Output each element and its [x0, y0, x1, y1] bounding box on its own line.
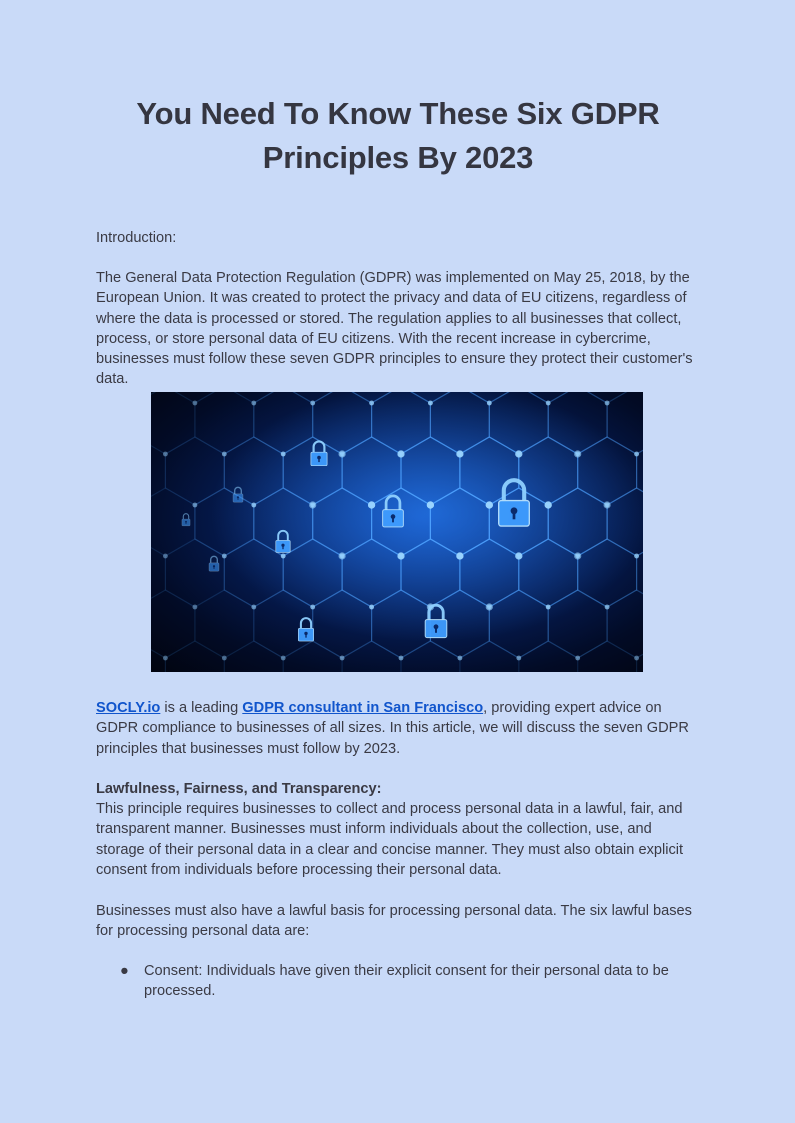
socly-paragraph [96, 698, 700, 759]
network-node [163, 554, 168, 559]
network-node [546, 605, 551, 610]
hex-cell [578, 641, 637, 672]
network-node [575, 656, 580, 661]
network-node [427, 501, 434, 508]
lawful-bases-paragraph: Businesses must also have a lawful basis for processing personal data. The six lawful bases for processing personal data are: [96, 903, 692, 940]
hex-cell [607, 590, 643, 658]
hex-cell [283, 641, 342, 672]
network-node [605, 503, 610, 508]
network-node [310, 401, 315, 406]
page-title: You Need To Know These Six GDPR Principles By 2023 [136, 96, 660, 175]
hex-cell [165, 539, 224, 607]
hex-cell [151, 590, 195, 658]
intro-paragraph: The General Data Protection Regulation (GDPR) was implemented on May 25, 2018, by the European Union. It was created to protect the privacy and data of EU citizens, regardless of where the data is processed or stored. The regulation applies to all businesses that collect, process, or store personal data of EU citizens. With the recent increase in cybercrime, businesses must follow these seven GDPR principles to ensure they protect their customer's data. [96, 270, 693, 388]
network-node [634, 452, 639, 457]
network-node [634, 554, 639, 559]
hero-image [151, 392, 643, 672]
network-node [251, 401, 256, 406]
network-node [281, 656, 286, 661]
network-node [634, 656, 639, 661]
padlock-icon [182, 514, 190, 526]
network-node [339, 450, 346, 457]
network-node [222, 452, 227, 457]
network-node [515, 450, 522, 457]
socly-link[interactable]: SOCLY.io [96, 700, 161, 716]
network-node [222, 656, 227, 661]
network-node [545, 501, 552, 508]
socly-text-2: , providing expert advice on GDPR compliance to businesses of all sizes. In this article, we will discuss the seven GDPR principles that businesses must follow by 2023. [96, 700, 689, 757]
network-node [163, 452, 168, 457]
network-node [193, 605, 198, 610]
network-node [281, 452, 286, 457]
gdpr-consultant-link[interactable]: GDPR consultant in San Francisco [242, 700, 484, 716]
padlock-icon [209, 556, 219, 571]
network-node [397, 450, 404, 457]
list-item-text: Consent: Individuals have given their explicit consent for their personal data to be processed. [144, 963, 669, 1000]
network-node [397, 552, 404, 559]
hex-cell [637, 392, 643, 403]
hex-cell [195, 590, 254, 658]
network-node [368, 501, 375, 508]
network-node [546, 401, 551, 406]
padlock-icon [298, 618, 313, 641]
network-node [222, 554, 227, 559]
network-node [309, 501, 316, 508]
hex-cell [460, 641, 519, 672]
lawful-bases-list [96, 961, 700, 1002]
network-node [369, 401, 374, 406]
network-node [340, 554, 345, 559]
network-node [340, 656, 345, 661]
network-node [251, 605, 256, 610]
network-node [458, 656, 463, 661]
lawful-paragraph: This principle requires businesses to collect and process personal data in a lawful, fair, and transparent manner. Businesses must inform individuals about the collection, use, and storage of their personal data in a clear and concise manner. They must also obtain explicit consent from individuals before processing their personal data. [96, 801, 684, 878]
hex-cell [519, 641, 578, 672]
network-node [193, 503, 198, 508]
network-node [281, 554, 286, 559]
hex-cell [151, 392, 195, 454]
list-item [96, 961, 700, 1002]
bullet-icon: ● [120, 963, 129, 979]
hex-cell [165, 641, 224, 672]
hex-cell [401, 641, 460, 672]
network-node [575, 554, 580, 559]
lawful-heading: Lawfulness, Fairness, and Transparency: [96, 781, 382, 797]
network-node [456, 552, 463, 559]
socly-text-1: is a leading [160, 700, 243, 716]
hex-cell [151, 641, 165, 672]
network-node [516, 656, 521, 661]
intro-label: Introduction: [96, 230, 177, 246]
network-node [369, 605, 374, 610]
network-node [193, 401, 198, 406]
network-node [163, 656, 168, 661]
hex-cell [342, 641, 401, 672]
network-node [605, 605, 610, 610]
network-node [487, 605, 492, 610]
network-node [310, 605, 315, 610]
network-node [428, 401, 433, 406]
network-node [605, 401, 610, 406]
network-node [456, 450, 463, 457]
network-node [516, 554, 521, 559]
hex-cell [224, 641, 283, 672]
network-node [251, 503, 256, 508]
network-node [487, 401, 492, 406]
network-node [399, 656, 404, 661]
network-node [486, 501, 493, 508]
network-node [575, 452, 580, 457]
lock-network-icon [151, 392, 643, 672]
